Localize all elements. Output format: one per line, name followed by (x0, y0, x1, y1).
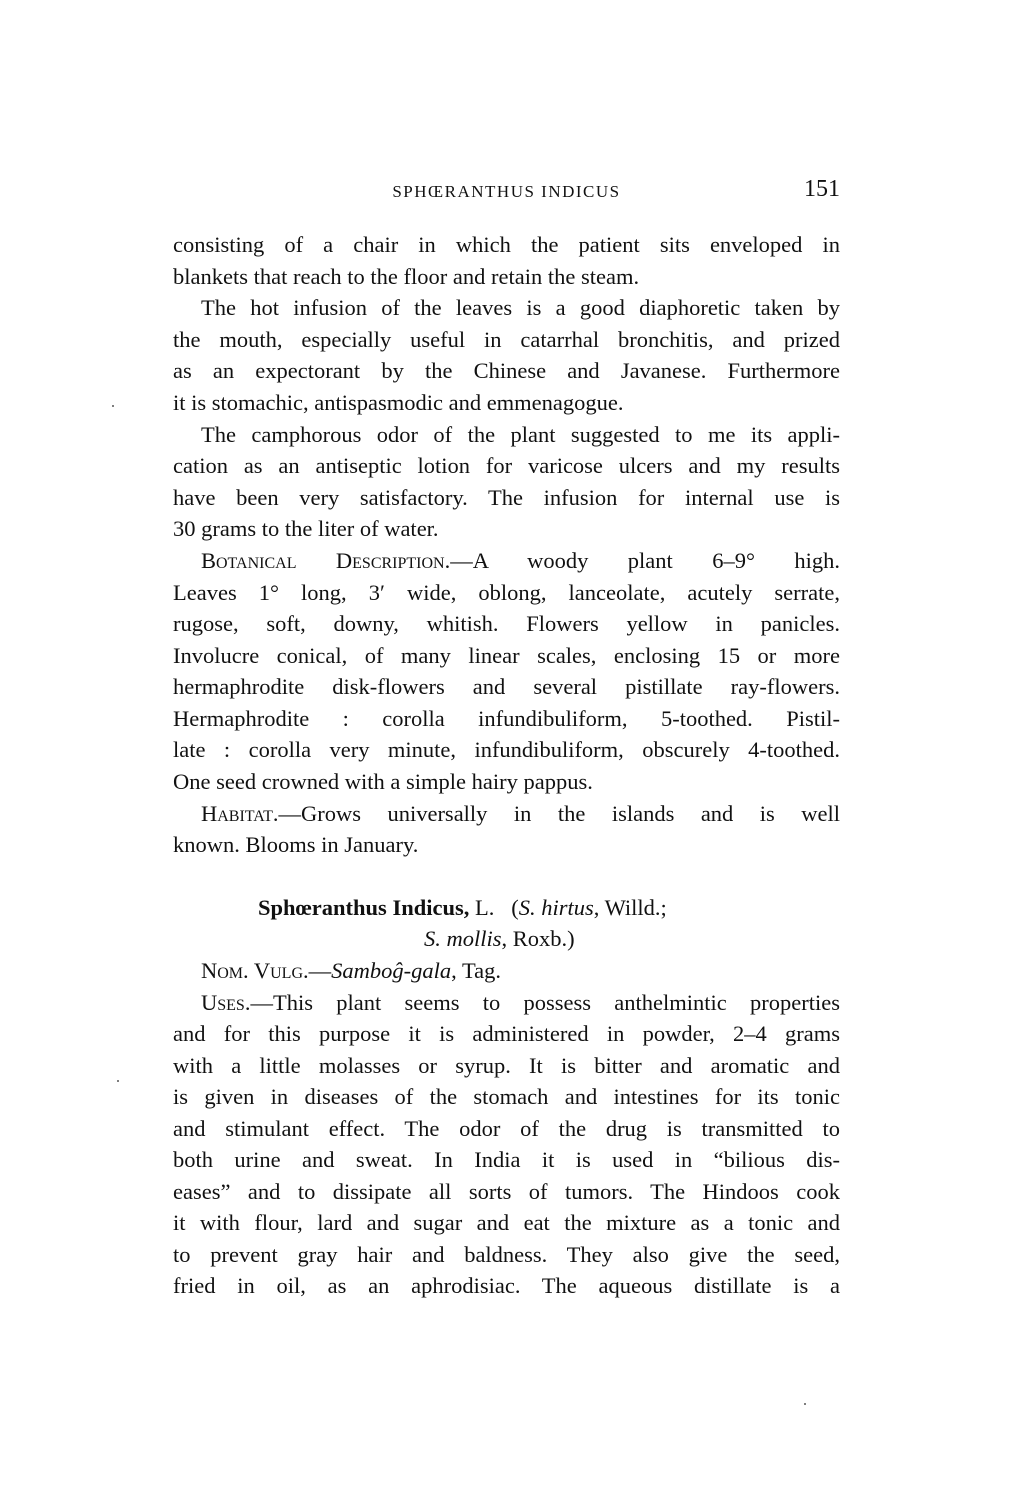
text-line: and for this purpose it is administered in powder, 2–4 grams (173, 1021, 840, 1046)
habitat-line: Habitat.—Grows universally in the islands and is well (201, 801, 840, 826)
text-line: it with flour, lard and sugar and eat the mixture as a tonic and (173, 1210, 840, 1235)
text-line: have been very satisfactory. The infusion for internal use is (173, 485, 840, 510)
species-heading: Sphœranthus Indicus, L. (S. hirtus, Willd.; (258, 895, 667, 920)
scan-speck (117, 1080, 119, 1082)
species-name: Sphœranthus Indicus, (258, 895, 470, 920)
text-line: the mouth, especially useful in catarrhal bronchitis, and prized (173, 327, 840, 352)
text-line: rugose, soft, downy, whitish. Flowers yellow in panicles. (173, 611, 840, 636)
running-title: SPHŒRANTHUS INDICUS (392, 182, 621, 201)
synonym-1: S. hirtus (518, 895, 594, 920)
text-line: known. Blooms in January. (173, 832, 419, 857)
text-line: to prevent gray hair and baldness. They also give the seed, (173, 1242, 840, 1267)
text-line: One seed crowned with a simple hairy pappus. (173, 769, 593, 794)
text-line: fried in oil, as an aphrodisiac. The aqueous distillate is a (173, 1273, 840, 1298)
species-synonym-line: S. mollis, Roxb.) (424, 926, 575, 951)
text-line: Leaves 1° long, 3′ wide, oblong, lanceolate, acutely serrate, (173, 580, 840, 605)
text-line: Involucre conical, of many linear scales, enclosing 15 or more (173, 643, 840, 668)
synonym-2: S. mollis (424, 926, 502, 951)
text-line: Hermaphrodite : corolla infundibuliform, 5-toothed. Pistil- (173, 706, 840, 731)
page-number: 151 (804, 176, 840, 202)
section-label: Nom. Vulg. (201, 958, 309, 983)
nom-vulg-line: Nom. Vulg.—Samboĝ-gala, Tag. (201, 958, 502, 983)
text-line: eases” and to dissipate all sorts of tumors. The Hindoos cook (173, 1179, 840, 1204)
uses-line: Uses.—This plant seems to possess anthelmintic properties (201, 990, 840, 1015)
text-line: cation as an antiseptic lotion for varicose ulcers and my results (173, 453, 840, 478)
text-line: late : corolla very minute, infundibuliform, obscurely 4-toothed. (173, 737, 840, 762)
text-line: The hot infusion of the leaves is a good diaphoretic taken by (201, 295, 840, 320)
scan-speck (112, 405, 114, 407)
text-line: 30 grams to the liter of water. (173, 516, 439, 541)
running-head (173, 176, 840, 206)
text-line: both urine and sweat. In India it is used in “bilious dis- (173, 1147, 840, 1172)
text-line: The camphorous odor of the plant suggested to me its appli- (201, 422, 840, 447)
text-line: and stimulant effect. The odor of the drug is transmitted to (173, 1116, 840, 1141)
text-line: hermaphrodite disk-flowers and several pistillate ray-flowers. (173, 674, 840, 699)
section-label: Botanical Description. (201, 548, 451, 573)
text-line: it is stomachic, antispasmodic and emmenagogue. (173, 390, 624, 415)
text-line: blankets that reach to the floor and retain the steam. (173, 264, 640, 289)
text-line: as an expectorant by the Chinese and Javanese. Furthermore (173, 358, 840, 383)
botanical-description-line: Botanical Description.—A woody plant 6–9° high. (201, 548, 840, 573)
text-line: consisting of a chair in which the patient sits enveloped in (173, 232, 840, 257)
vernacular-name: Samboĝ-gala (331, 958, 452, 983)
text-line: is given in diseases of the stomach and intestines for its tonic (173, 1084, 840, 1109)
text-line: with a little molasses or syrup. It is bitter and aromatic and (173, 1053, 840, 1078)
section-label: Uses. (201, 990, 251, 1015)
scan-speck (804, 1403, 806, 1405)
section-label: Habitat. (201, 801, 279, 826)
